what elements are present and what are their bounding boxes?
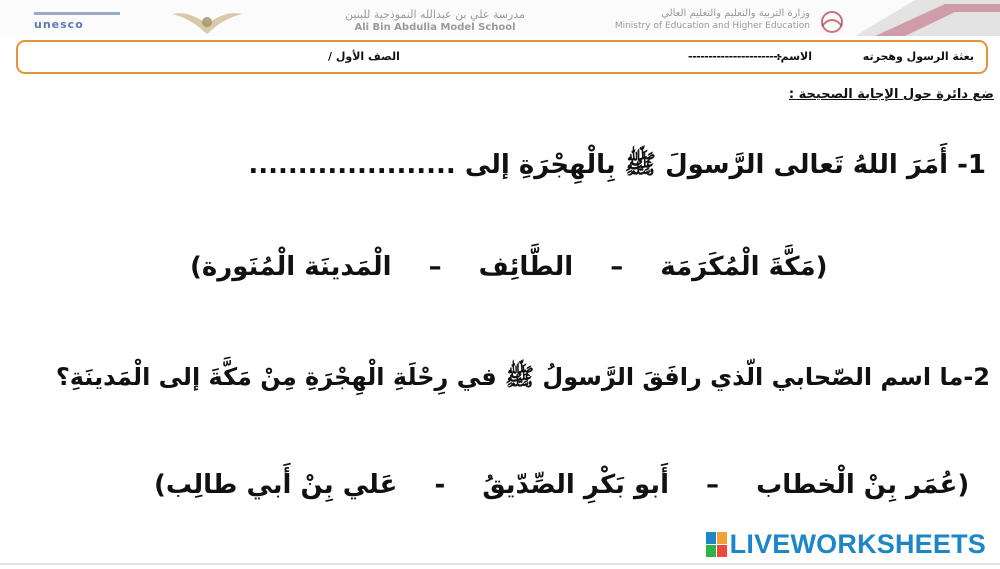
school-name-en: Ali Bin Abdulla Model School — [354, 22, 516, 33]
question-2-text: 2-ما اسم الصّحابي الّذي رافَقَ الرَّسولُ ﷺ في رِحْلَةِ الْهِجْرَةِ مِنْ مَكَّةَ إلى الْمَدينَةِ؟ — [55, 363, 990, 391]
question-1-text: 1- أَمَرَ اللهُ تَعالى الرَّسولَ ﷺ بِالْهِجْرَةِ إلى ..................... — [248, 150, 986, 180]
unesco-logo — [34, 12, 120, 30]
corner-ribbon-icon — [855, 0, 1000, 36]
bottom-divider — [0, 563, 1000, 565]
q2-choice-ali[interactable]: عَلي بِنْ أَبي طالِب) — [154, 470, 398, 500]
name-blank: ----------------------- — [688, 50, 782, 63]
q2-choice-abu-bakr[interactable]: أَبو بَكْرِ الصِّدّيقُ — [482, 470, 669, 500]
school-name-ar: مدرسة علي بن عبدالله النموذجية للبنين — [345, 8, 525, 21]
choice-separator: - — [434, 470, 446, 500]
lesson-title: بعثة الرسول وهجرته — [862, 50, 974, 63]
question-1-choices — [190, 252, 827, 282]
question-2-choices — [154, 470, 969, 500]
q1-choice-makkah[interactable]: (مَكَّةَ الْمُكَرَمَة — [660, 252, 828, 282]
liveworksheets-logo-icon — [706, 532, 726, 556]
name-label: الاسم: — [776, 50, 812, 63]
choice-separator: – — [706, 470, 720, 500]
instruction-text: ضع دائرة حول الإجابة الصحيحة : — [788, 87, 994, 102]
unesco-logo-text: unesco — [34, 18, 84, 31]
ministry-name-ar: وزارة التربية والتعليم والتعليم العالي — [661, 8, 810, 19]
school-crest-icon — [168, 8, 246, 36]
ministry-name-en: Ministry of Education and Higher Education — [614, 21, 810, 31]
q1-choice-madinah[interactable]: الْمَدينَة الْمُنَورة) — [190, 252, 392, 282]
choice-separator: – — [610, 252, 624, 282]
liveworksheets-wordmark: LIVEWORKSHEETS — [729, 528, 986, 559]
letterhead-strip — [0, 0, 1000, 36]
liveworksheets-brand — [706, 527, 986, 561]
choice-separator: – — [428, 252, 442, 282]
worksheet-header-box — [16, 40, 988, 74]
q2-choice-umar[interactable]: (عُمَر بِنْ الْخطاب — [756, 470, 970, 500]
grade-label: الصف الأول / — [328, 50, 400, 63]
q1-choice-taif[interactable]: الطَّائِف — [478, 252, 574, 282]
qatar-emblem-icon — [812, 10, 852, 34]
